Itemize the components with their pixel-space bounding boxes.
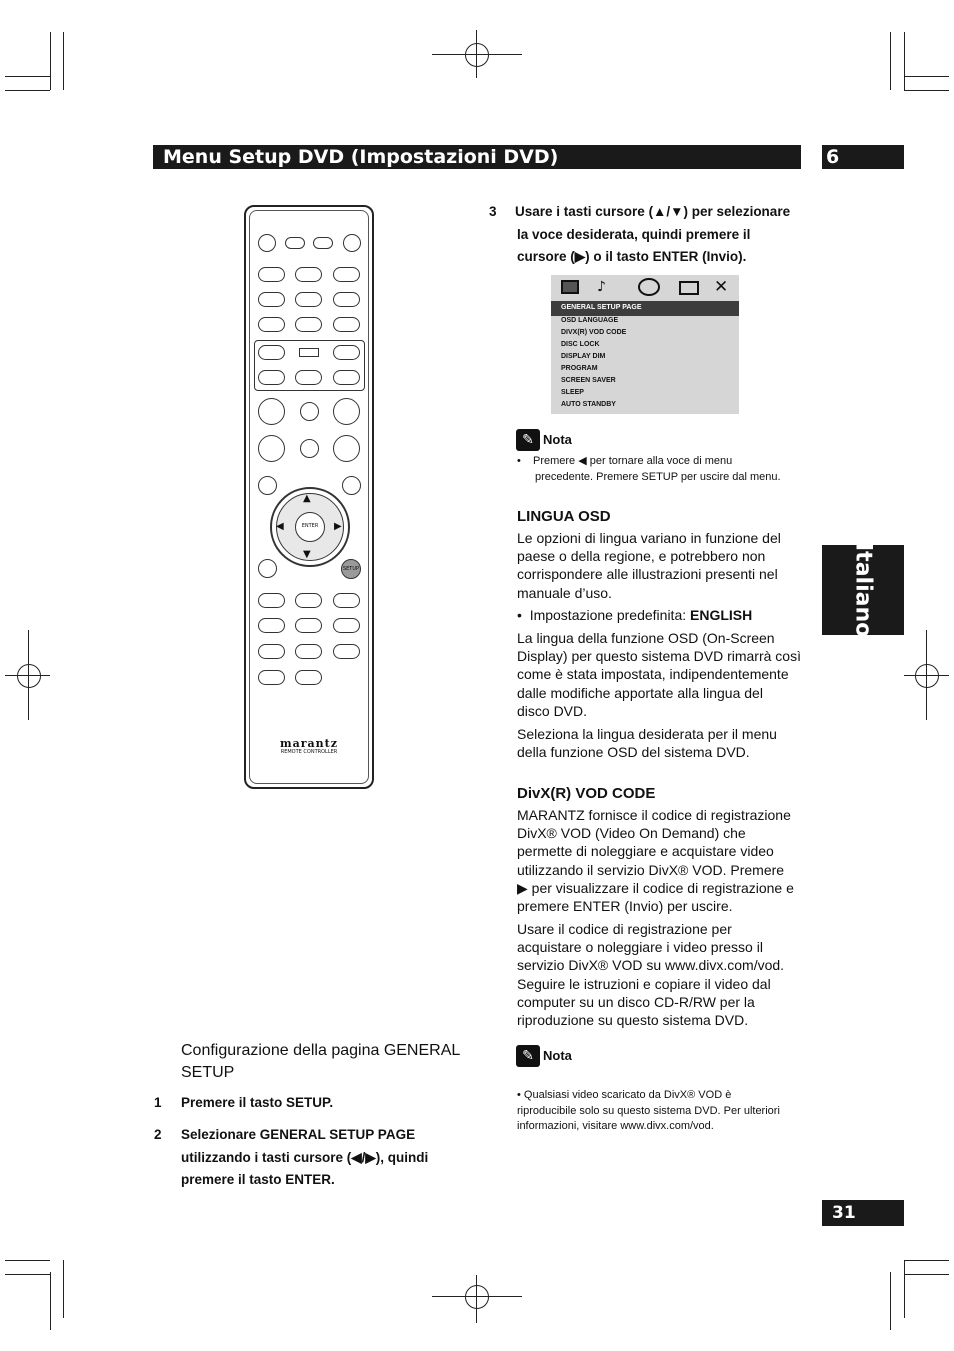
general-icon xyxy=(561,280,579,294)
remote-button xyxy=(342,476,361,495)
remote-button xyxy=(343,234,361,252)
remote-button xyxy=(333,370,360,385)
page-number: 31 xyxy=(832,1203,856,1223)
divx-heading: DivX(R) VOD CODE xyxy=(517,785,656,802)
note-2-line: • Qualsiasi video scaricato da DivX® VOD è xyxy=(517,1089,732,1101)
remote-button xyxy=(258,644,285,659)
step-2-number: 2 xyxy=(154,1127,162,1142)
remote-button xyxy=(300,402,319,421)
paragraph-line: La lingua della funzione OSD (On-Screen xyxy=(517,630,775,646)
paragraph-line: MARANTZ fornisce il codice di registrazione xyxy=(517,807,791,823)
menu-item-sleep: SLEEP xyxy=(561,389,584,396)
remote-button xyxy=(333,435,360,462)
remote-button xyxy=(258,559,277,578)
step-2-line: Selezionare GENERAL SETUP PAGE xyxy=(181,1127,416,1142)
preference-icon xyxy=(679,281,699,295)
lingua-osd-paragraph-1 xyxy=(517,529,781,602)
note-2-line: riproducibile solo su questo sistema DVD. Per ulteriori xyxy=(517,1104,780,1117)
step-1-text: Premere il tasto SETUP. xyxy=(181,1095,334,1110)
remote-button xyxy=(295,670,322,685)
setup-label: SETUP xyxy=(342,566,360,572)
paragraph-line: Le opzioni di lingua variano in funzione del xyxy=(517,530,781,546)
remote-button xyxy=(295,644,322,659)
default-value: ENGLISH xyxy=(690,607,753,623)
remote-button xyxy=(333,398,360,425)
remote-button xyxy=(295,370,322,385)
paragraph-line: disco DVD. xyxy=(517,702,588,719)
step-3-number: 3 xyxy=(489,204,497,219)
paragraph-line: Usare il codice di registrazione per xyxy=(517,921,732,937)
remote-button xyxy=(258,292,285,307)
remote-button xyxy=(258,234,276,252)
paragraph-line: dalle modifiche apportate alla lingua del xyxy=(517,684,763,701)
remote-button xyxy=(295,267,322,282)
bullet: • xyxy=(517,607,530,623)
remote-button xyxy=(258,670,285,685)
step-2-text xyxy=(181,1124,428,1192)
remote-button xyxy=(295,618,322,633)
note-1-text xyxy=(533,454,781,485)
remote-button xyxy=(258,267,285,282)
chapter-number: 6 xyxy=(826,146,840,168)
step-3-text xyxy=(515,201,790,269)
menu-item-osd-language: OSD LANGUAGE xyxy=(561,317,619,324)
step-2-line: premere il tasto ENTER. xyxy=(181,1172,335,1187)
paragraph-line: acquistare o noleggiare i video presso il xyxy=(517,939,763,956)
exit-icon: ✕ xyxy=(714,277,729,297)
remote-button xyxy=(258,370,285,385)
menu-item-auto-standby: AUTO STANDBY xyxy=(561,401,616,408)
remote-button xyxy=(258,618,285,633)
remote-button xyxy=(333,317,360,332)
remote-button xyxy=(299,348,319,357)
default-label: Impostazione predefinita: xyxy=(529,607,691,623)
remote-button xyxy=(258,476,277,495)
arrow-left-icon: ◀ xyxy=(276,521,284,532)
paragraph-line: permette di noleggiare e acquistare video xyxy=(517,843,774,860)
default-setting xyxy=(517,606,752,624)
remote-button xyxy=(333,345,360,360)
menu-item-disc-lock: DISC LOCK xyxy=(561,341,600,348)
paragraph-line: utilizzando il servizio DivX® VOD. Premere xyxy=(517,861,785,878)
paragraph-line: manuale d’uso. xyxy=(517,584,612,601)
menu-item-general-setup: GENERAL SETUP PAGE xyxy=(561,304,642,311)
video-icon xyxy=(638,278,660,296)
menu-item-display-dim: DISPLAY DIM xyxy=(561,353,606,360)
remote-button xyxy=(258,398,285,425)
paragraph-line: Seleziona la lingua desiderata per il menu xyxy=(517,726,777,742)
paragraph-line: della funzione OSD del sistema DVD. xyxy=(517,744,750,761)
remote-brand-logo: marantz xyxy=(279,737,338,750)
arrow-down-icon: ▼ xyxy=(303,549,311,560)
step-3-line: cursore (▶) o il tasto ENTER (Invio). xyxy=(517,249,747,264)
section-heading-line: SETUP xyxy=(181,1064,235,1081)
remote-button xyxy=(333,267,360,282)
step-1-number: 1 xyxy=(154,1095,162,1110)
step-3-line: Usare i tasti cursore (▲/▼) per selezionare xyxy=(515,204,791,219)
remote-button xyxy=(258,593,285,608)
paragraph-line: servizio DivX® VOD su www.divx.com/vod. xyxy=(517,957,785,974)
paragraph-line: Display) per questo sistema DVD rimarrà così xyxy=(517,648,801,665)
section-heading xyxy=(181,1040,460,1084)
section-heading-line: Configurazione della pagina GENERAL xyxy=(181,1042,461,1059)
remote-brand-sub: REMOTE CONTROLLER xyxy=(280,749,338,755)
paragraph-line: come è stata impostata, indipendentemente xyxy=(517,666,789,683)
paragraph-line: premere ENTER (Invio) per uscire. xyxy=(517,898,733,915)
menu-item-program: PROGRAM xyxy=(561,365,598,372)
remote-button xyxy=(333,292,360,307)
remote-button xyxy=(333,593,360,608)
remote-button xyxy=(295,593,322,608)
paragraph-line: computer su un disco CD-R/RW per la xyxy=(517,993,755,1010)
step-3-line: la voce desiderata, quindi premere il xyxy=(517,226,751,242)
paragraph-line: riproduzione su questo sistema DVD. xyxy=(517,1012,749,1029)
remote-button xyxy=(300,439,319,458)
audio-icon: ♪ xyxy=(597,279,606,295)
remote-button xyxy=(333,618,360,633)
remote-button xyxy=(295,292,322,307)
enter-label: ENTER xyxy=(301,523,319,529)
paragraph-line: Seguire le istruzioni e copiare il video dal xyxy=(517,975,771,992)
divx-paragraph-2 xyxy=(517,920,784,1029)
note-pencil-icon: ✎ xyxy=(516,429,540,451)
note-label: Nota xyxy=(543,432,572,447)
note-1-line: Premere ◀ per tornare alla voce di menu xyxy=(533,455,733,467)
lingua-osd-heading: LINGUA OSD xyxy=(517,508,611,525)
remote-button xyxy=(258,317,285,332)
paragraph-line: paese o della regione, e potrebbero non xyxy=(517,548,766,565)
note-2-line: informazioni, visitare www.divx.com/vod. xyxy=(517,1120,714,1132)
remote-button xyxy=(258,345,285,360)
lingua-osd-paragraph-2 xyxy=(517,629,801,720)
step-2-line: utilizzando i tasti cursore (◀/▶), quindi xyxy=(181,1149,429,1165)
page-title: Menu Setup DVD (Impostazioni DVD) xyxy=(163,146,559,168)
remote-button xyxy=(258,435,285,462)
note-1-line: precedente. Premere SETUP per uscire dal menu. xyxy=(535,470,781,483)
language-tab-label: Italiano xyxy=(850,542,876,638)
remote-button xyxy=(333,644,360,659)
arrow-up-icon: ▲ xyxy=(303,493,311,504)
menu-item-screen-saver: SCREEN SAVER xyxy=(561,377,616,384)
note-2-text xyxy=(517,1088,780,1135)
note-label: Nota xyxy=(543,1048,572,1063)
paragraph-line: DivX® VOD (Video On Demand) che xyxy=(517,825,746,842)
menu-item-divx-vod: DIVX(R) VOD CODE xyxy=(561,329,627,336)
remote-button xyxy=(295,317,322,332)
remote-button xyxy=(313,237,333,249)
paragraph-line: corrispondere alle illustrazioni presenti nel xyxy=(517,566,778,583)
paragraph-line: ▶ per visualizzare il codice di registrazione e xyxy=(517,879,794,896)
note-pencil-icon: ✎ xyxy=(516,1045,540,1067)
divx-paragraph-1 xyxy=(517,806,794,915)
lingua-osd-paragraph-3 xyxy=(517,725,777,761)
note-bullet: • xyxy=(517,455,521,467)
remote-button xyxy=(285,237,305,249)
arrow-right-icon: ▶ xyxy=(334,521,342,532)
